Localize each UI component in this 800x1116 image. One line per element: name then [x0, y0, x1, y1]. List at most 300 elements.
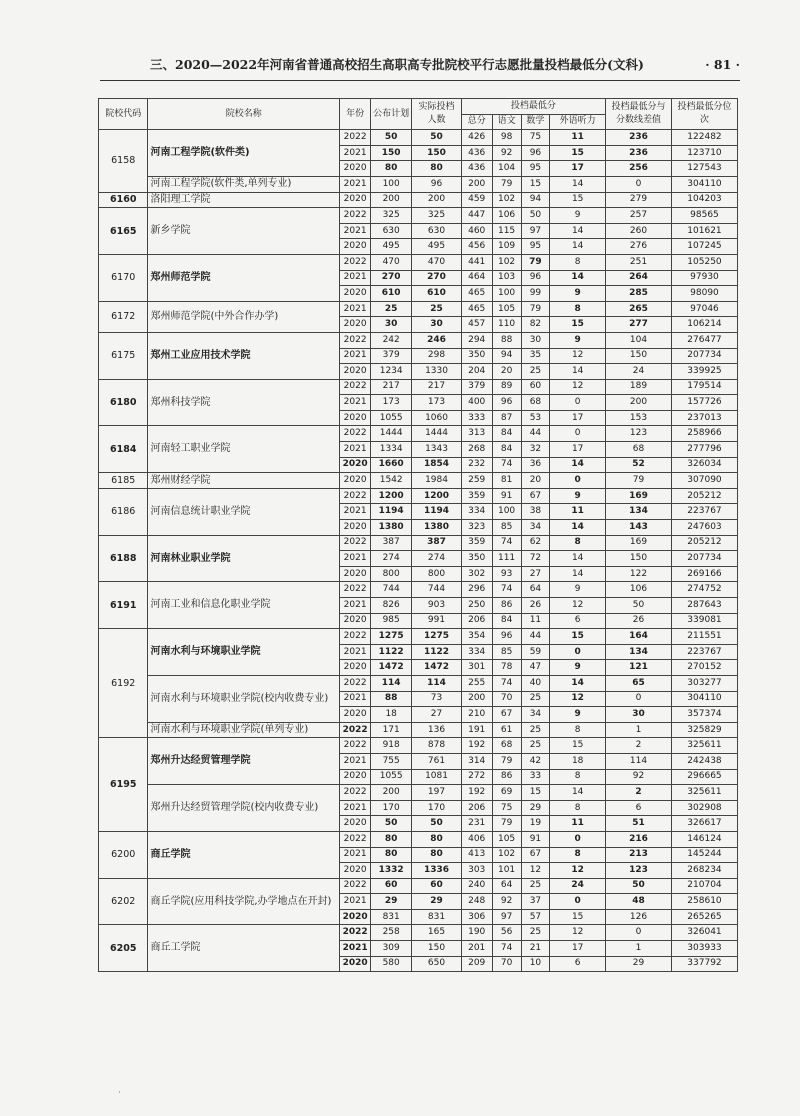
- math-cell: 29: [521, 800, 550, 816]
- admission-score-table: [98, 98, 738, 972]
- school-name: 河南工业和信息化职业学院: [148, 582, 340, 629]
- chinese-cell: 111: [492, 551, 521, 567]
- diff-cell: 1: [606, 941, 672, 957]
- diff-cell: 122: [606, 566, 672, 582]
- chinese-cell: 70: [492, 691, 521, 707]
- rank-cell: 302908: [671, 800, 737, 816]
- actual-cell: 50: [412, 816, 461, 832]
- actual-cell: 1194: [412, 504, 461, 520]
- total-cell: 240: [461, 878, 492, 894]
- diff-cell: 134: [606, 644, 672, 660]
- diff-cell: 164: [606, 629, 672, 645]
- chinese-cell: 81: [492, 473, 521, 489]
- school-name: 商丘工学院: [148, 925, 340, 972]
- total-cell: 333: [461, 410, 492, 426]
- table-row: [99, 301, 738, 317]
- chinese-cell: 92: [492, 894, 521, 910]
- col-diff: 投档最低分与分数线差值: [606, 99, 672, 130]
- listening-cell: 17: [550, 410, 606, 426]
- total-cell: 268: [461, 442, 492, 458]
- school-code: 6180: [99, 379, 148, 426]
- total-cell: 313: [461, 426, 492, 442]
- diff-cell: 79: [606, 473, 672, 489]
- chinese-cell: 67: [492, 707, 521, 723]
- year-cell: 2022: [340, 738, 371, 754]
- rank-cell: 307090: [671, 473, 737, 489]
- col-listening: 外语听力: [550, 114, 606, 130]
- year-cell: 2020: [340, 660, 371, 676]
- math-cell: 12: [521, 863, 550, 879]
- plan-cell: 29: [371, 894, 412, 910]
- school-name: 河南林业职业学院: [148, 535, 340, 582]
- listening-cell: 11: [550, 504, 606, 520]
- math-cell: 99: [521, 286, 550, 302]
- plan-cell: 1332: [371, 863, 412, 879]
- plan-cell: 379: [371, 348, 412, 364]
- actual-cell: 165: [412, 925, 461, 941]
- total-cell: 200: [461, 691, 492, 707]
- diff-cell: 2: [606, 738, 672, 754]
- table-row: [99, 254, 738, 270]
- total-cell: 296: [461, 582, 492, 598]
- rank-cell: 123710: [671, 145, 737, 161]
- listening-cell: 9: [550, 208, 606, 224]
- table-row: [99, 176, 738, 192]
- year-cell: 2020: [340, 286, 371, 302]
- actual-cell: 27: [412, 707, 461, 723]
- rank-cell: 146124: [671, 831, 737, 847]
- chinese-cell: 88: [492, 332, 521, 348]
- listening-cell: 12: [550, 925, 606, 941]
- table-row: [99, 738, 738, 754]
- math-cell: 11: [521, 613, 550, 629]
- math-cell: 97: [521, 223, 550, 239]
- plan-cell: 1472: [371, 660, 412, 676]
- math-cell: 21: [521, 941, 550, 957]
- plan-cell: 258: [371, 925, 412, 941]
- year-cell: 2020: [340, 566, 371, 582]
- actual-cell: 903: [412, 598, 461, 614]
- col-plan: 公布计划: [371, 99, 412, 130]
- plan-cell: 274: [371, 551, 412, 567]
- actual-cell: 1854: [412, 457, 461, 473]
- diff-cell: 236: [606, 130, 672, 146]
- school-name: 河南水利与环境职业学院: [148, 629, 340, 676]
- listening-cell: 8: [550, 301, 606, 317]
- total-cell: 302: [461, 566, 492, 582]
- actual-cell: 217: [412, 379, 461, 395]
- diff-cell: 213: [606, 847, 672, 863]
- plan-cell: 918: [371, 738, 412, 754]
- plan-cell: 217: [371, 379, 412, 395]
- math-cell: 35: [521, 348, 550, 364]
- plan-cell: 1194: [371, 504, 412, 520]
- actual-cell: 1343: [412, 442, 461, 458]
- plan-cell: 114: [371, 675, 412, 691]
- listening-cell: 12: [550, 348, 606, 364]
- school-name: 河南水利与环境职业学院(校内收费专业): [148, 675, 340, 722]
- diff-cell: 256: [606, 161, 672, 177]
- diff-cell: 92: [606, 769, 672, 785]
- plan-cell: 1275: [371, 629, 412, 645]
- chinese-cell: 106: [492, 208, 521, 224]
- chinese-cell: 74: [492, 582, 521, 598]
- year-cell: 2020: [340, 457, 371, 473]
- total-cell: 379: [461, 379, 492, 395]
- table-row: [99, 878, 738, 894]
- diff-cell: 216: [606, 831, 672, 847]
- plan-cell: 630: [371, 223, 412, 239]
- math-cell: 34: [521, 707, 550, 723]
- chinese-cell: 74: [492, 941, 521, 957]
- diff-cell: 6: [606, 800, 672, 816]
- listening-cell: 14: [550, 785, 606, 801]
- chinese-cell: 96: [492, 395, 521, 411]
- math-cell: 10: [521, 956, 550, 972]
- math-cell: 67: [521, 847, 550, 863]
- year-cell: 2022: [340, 208, 371, 224]
- chinese-cell: 100: [492, 504, 521, 520]
- plan-cell: 495: [371, 239, 412, 255]
- actual-cell: 1444: [412, 426, 461, 442]
- listening-cell: 18: [550, 753, 606, 769]
- total-cell: 464: [461, 270, 492, 286]
- math-cell: 82: [521, 317, 550, 333]
- math-cell: 37: [521, 894, 550, 910]
- page-title: 三、2020—2022年河南省普通高校招生高职高专批院校平行志愿批量投档最低分(文科): [150, 57, 644, 72]
- rank-cell: 205212: [671, 488, 737, 504]
- diff-cell: 0: [606, 691, 672, 707]
- year-cell: 2020: [340, 161, 371, 177]
- diff-cell: 285: [606, 286, 672, 302]
- rank-cell: 265265: [671, 909, 737, 925]
- listening-cell: 12: [550, 691, 606, 707]
- plan-cell: 325: [371, 208, 412, 224]
- plan-cell: 1660: [371, 457, 412, 473]
- year-cell: 2021: [340, 644, 371, 660]
- listening-cell: 9: [550, 332, 606, 348]
- total-cell: 465: [461, 301, 492, 317]
- chinese-cell: 84: [492, 426, 521, 442]
- listening-cell: 14: [550, 239, 606, 255]
- listening-cell: 14: [550, 270, 606, 286]
- math-cell: 95: [521, 161, 550, 177]
- diff-cell: 0: [606, 176, 672, 192]
- chinese-cell: 94: [492, 348, 521, 364]
- chinese-cell: 97: [492, 909, 521, 925]
- diff-cell: 50: [606, 878, 672, 894]
- year-cell: 2022: [340, 629, 371, 645]
- rank-cell: 247603: [671, 520, 737, 536]
- actual-cell: 495: [412, 239, 461, 255]
- school-code: 6170: [99, 254, 148, 301]
- total-cell: 359: [461, 535, 492, 551]
- chinese-cell: 56: [492, 925, 521, 941]
- plan-cell: 150: [371, 145, 412, 161]
- actual-cell: 170: [412, 800, 461, 816]
- year-cell: 2020: [340, 956, 371, 972]
- actual-cell: 173: [412, 395, 461, 411]
- diff-cell: 265: [606, 301, 672, 317]
- rank-cell: 304110: [671, 691, 737, 707]
- plan-cell: 744: [371, 582, 412, 598]
- chinese-cell: 105: [492, 301, 521, 317]
- chinese-cell: 91: [492, 488, 521, 504]
- math-cell: 38: [521, 504, 550, 520]
- actual-cell: 1380: [412, 520, 461, 536]
- listening-cell: 17: [550, 161, 606, 177]
- actual-cell: 274: [412, 551, 461, 567]
- diff-cell: 0: [606, 925, 672, 941]
- plan-cell: 173: [371, 395, 412, 411]
- rank-cell: 98565: [671, 208, 737, 224]
- listening-cell: 14: [550, 551, 606, 567]
- diff-cell: 264: [606, 270, 672, 286]
- actual-cell: 1336: [412, 863, 461, 879]
- plan-cell: 200: [371, 192, 412, 208]
- plan-cell: 270: [371, 270, 412, 286]
- diff-cell: 68: [606, 442, 672, 458]
- plan-cell: 309: [371, 941, 412, 957]
- rank-cell: 326041: [671, 925, 737, 941]
- listening-cell: 14: [550, 520, 606, 536]
- rank-cell: 325829: [671, 722, 737, 738]
- chinese-cell: 93: [492, 566, 521, 582]
- total-cell: 426: [461, 130, 492, 146]
- diff-cell: 30: [606, 707, 672, 723]
- chinese-cell: 84: [492, 442, 521, 458]
- math-cell: 30: [521, 332, 550, 348]
- col-code: 院校代码: [99, 99, 148, 130]
- listening-cell: 15: [550, 738, 606, 754]
- math-cell: 25: [521, 364, 550, 380]
- listening-cell: 15: [550, 909, 606, 925]
- diff-cell: 236: [606, 145, 672, 161]
- listening-cell: 12: [550, 379, 606, 395]
- plan-cell: 25: [371, 301, 412, 317]
- diff-cell: 121: [606, 660, 672, 676]
- total-cell: 301: [461, 660, 492, 676]
- year-cell: 2021: [340, 941, 371, 957]
- actual-cell: 630: [412, 223, 461, 239]
- year-cell: 2020: [340, 909, 371, 925]
- rank-cell: 258610: [671, 894, 737, 910]
- plan-cell: 1380: [371, 520, 412, 536]
- table-row: [99, 208, 738, 224]
- year-cell: 2021: [340, 598, 371, 614]
- school-name: 商丘学院: [148, 831, 340, 878]
- rank-cell: 223767: [671, 644, 737, 660]
- total-cell: 334: [461, 644, 492, 660]
- rank-cell: 339925: [671, 364, 737, 380]
- chinese-cell: 102: [492, 192, 521, 208]
- listening-cell: 14: [550, 364, 606, 380]
- school-code: 6158: [99, 130, 148, 192]
- actual-cell: 1200: [412, 488, 461, 504]
- actual-cell: 25: [412, 301, 461, 317]
- table-row: [99, 675, 738, 691]
- actual-cell: 878: [412, 738, 461, 754]
- math-cell: 15: [521, 176, 550, 192]
- rank-cell: 105250: [671, 254, 737, 270]
- math-cell: 36: [521, 457, 550, 473]
- actual-cell: 610: [412, 286, 461, 302]
- math-cell: 26: [521, 598, 550, 614]
- year-cell: 2021: [340, 894, 371, 910]
- footer-mark: ·: [118, 1088, 121, 1098]
- col-actual: 实际投档人数: [412, 99, 461, 130]
- chinese-cell: 61: [492, 722, 521, 738]
- year-cell: 2021: [340, 223, 371, 239]
- year-cell: 2021: [340, 270, 371, 286]
- actual-cell: 1122: [412, 644, 461, 660]
- chinese-cell: 79: [492, 753, 521, 769]
- year-cell: 2021: [340, 395, 371, 411]
- year-cell: 2021: [340, 348, 371, 364]
- total-cell: 191: [461, 722, 492, 738]
- rank-cell: 304110: [671, 176, 737, 192]
- diff-cell: 123: [606, 426, 672, 442]
- year-cell: 2022: [340, 831, 371, 847]
- school-code: 6185: [99, 473, 148, 489]
- col-name: 院校名称: [148, 99, 340, 130]
- diff-cell: 52: [606, 457, 672, 473]
- school-name: 郑州科技学院: [148, 379, 340, 426]
- plan-cell: 1055: [371, 769, 412, 785]
- math-cell: 62: [521, 535, 550, 551]
- year-cell: 2022: [340, 488, 371, 504]
- plan-cell: 30: [371, 317, 412, 333]
- total-cell: 204: [461, 364, 492, 380]
- rank-cell: 210704: [671, 878, 737, 894]
- chinese-cell: 75: [492, 800, 521, 816]
- actual-cell: 1472: [412, 660, 461, 676]
- table-row: [99, 831, 738, 847]
- school-name: 郑州升达经贸管理学院: [148, 738, 340, 785]
- math-cell: 79: [521, 254, 550, 270]
- actual-cell: 761: [412, 753, 461, 769]
- plan-cell: 1542: [371, 473, 412, 489]
- rank-cell: 269166: [671, 566, 737, 582]
- actual-cell: 744: [412, 582, 461, 598]
- math-cell: 25: [521, 691, 550, 707]
- rank-cell: 97046: [671, 301, 737, 317]
- total-cell: 231: [461, 816, 492, 832]
- table-row: [99, 722, 738, 738]
- actual-cell: 150: [412, 941, 461, 957]
- math-cell: 67: [521, 488, 550, 504]
- year-cell: 2022: [340, 426, 371, 442]
- table-row: [99, 379, 738, 395]
- plan-cell: 171: [371, 722, 412, 738]
- rank-cell: 326034: [671, 457, 737, 473]
- year-cell: 2020: [340, 364, 371, 380]
- year-cell: 2022: [340, 722, 371, 738]
- diff-cell: 257: [606, 208, 672, 224]
- rank-cell: 106214: [671, 317, 737, 333]
- plan-cell: 200: [371, 785, 412, 801]
- table-row: [99, 582, 738, 598]
- chinese-cell: 79: [492, 816, 521, 832]
- actual-cell: 200: [412, 192, 461, 208]
- math-cell: 19: [521, 816, 550, 832]
- listening-cell: 8: [550, 847, 606, 863]
- total-cell: 303: [461, 863, 492, 879]
- actual-cell: 298: [412, 348, 461, 364]
- school-name: 河南信息统计职业学院: [148, 488, 340, 535]
- actual-cell: 800: [412, 566, 461, 582]
- year-cell: 2020: [340, 816, 371, 832]
- listening-cell: 14: [550, 675, 606, 691]
- actual-cell: 1275: [412, 629, 461, 645]
- year-cell: 2022: [340, 675, 371, 691]
- year-cell: 2021: [340, 753, 371, 769]
- actual-cell: 325: [412, 208, 461, 224]
- actual-cell: 80: [412, 161, 461, 177]
- total-cell: 259: [461, 473, 492, 489]
- plan-cell: 985: [371, 613, 412, 629]
- school-code: 6192: [99, 629, 148, 738]
- rank-cell: 179514: [671, 379, 737, 395]
- diff-cell: 260: [606, 223, 672, 239]
- year-cell: 2022: [340, 254, 371, 270]
- diff-cell: 29: [606, 956, 672, 972]
- math-cell: 25: [521, 722, 550, 738]
- school-name: 洛阳理工学院: [148, 192, 340, 208]
- total-cell: 406: [461, 831, 492, 847]
- school-code: 6175: [99, 332, 148, 379]
- listening-cell: 8: [550, 769, 606, 785]
- school-code: 6184: [99, 426, 148, 473]
- chinese-cell: 110: [492, 317, 521, 333]
- year-cell: 2022: [340, 379, 371, 395]
- total-cell: 334: [461, 504, 492, 520]
- total-cell: 200: [461, 176, 492, 192]
- math-cell: 32: [521, 442, 550, 458]
- plan-cell: 80: [371, 161, 412, 177]
- total-cell: 457: [461, 317, 492, 333]
- rank-cell: 107245: [671, 239, 737, 255]
- rank-cell: 268234: [671, 863, 737, 879]
- listening-cell: 15: [550, 629, 606, 645]
- math-cell: 95: [521, 239, 550, 255]
- chinese-cell: 101: [492, 863, 521, 879]
- math-cell: 15: [521, 785, 550, 801]
- listening-cell: 14: [550, 457, 606, 473]
- total-cell: 323: [461, 520, 492, 536]
- school-code: 6202: [99, 878, 148, 925]
- table-row: [99, 332, 738, 348]
- listening-cell: 9: [550, 488, 606, 504]
- col-year: 年份: [340, 99, 371, 130]
- rank-cell: 211551: [671, 629, 737, 645]
- math-cell: 20: [521, 473, 550, 489]
- chinese-cell: 79: [492, 176, 521, 192]
- actual-cell: 29: [412, 894, 461, 910]
- year-cell: 2020: [340, 410, 371, 426]
- total-cell: 232: [461, 457, 492, 473]
- diff-cell: 65: [606, 675, 672, 691]
- school-code: 6160: [99, 192, 148, 208]
- total-cell: 255: [461, 675, 492, 691]
- chinese-cell: 64: [492, 878, 521, 894]
- school-name: 郑州师范学院(中外合作办学): [148, 301, 340, 332]
- total-cell: 210: [461, 707, 492, 723]
- rank-cell: 98090: [671, 286, 737, 302]
- math-cell: 75: [521, 130, 550, 146]
- diff-cell: 106: [606, 582, 672, 598]
- plan-cell: 1122: [371, 644, 412, 660]
